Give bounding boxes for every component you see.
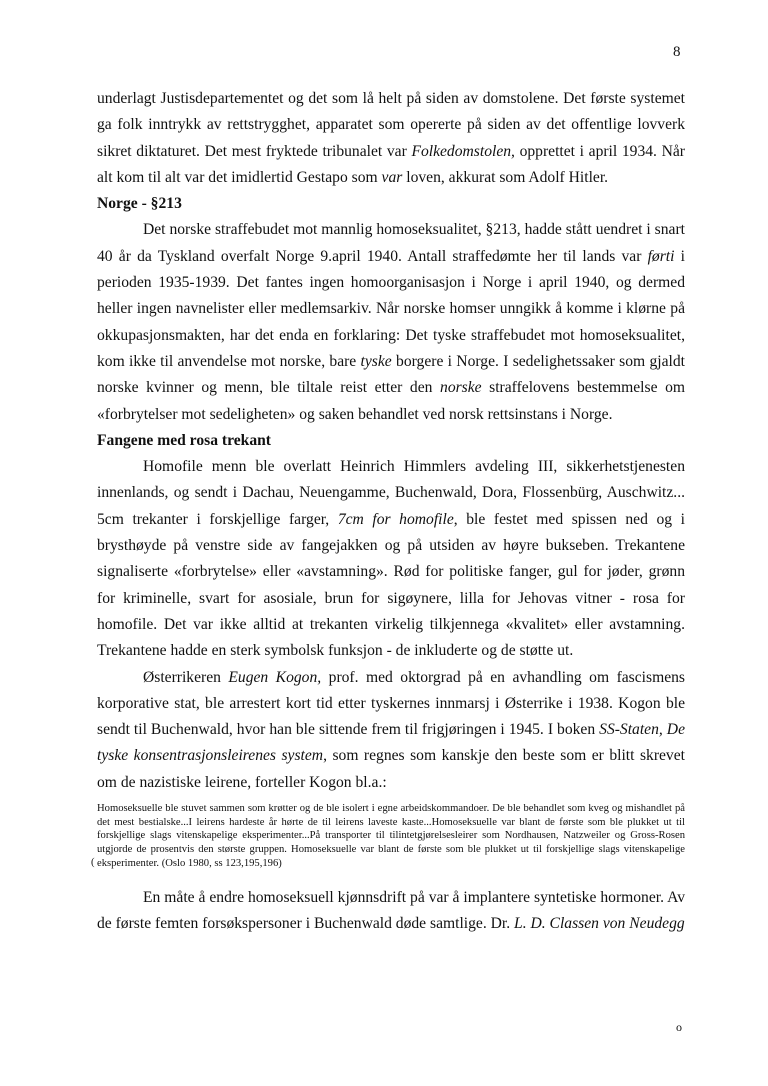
italic-run: norske: [440, 379, 482, 397]
paragraph-kogon: [97, 665, 685, 796]
text-run: Østerrikeren: [143, 668, 229, 686]
footer-mark: o: [676, 1020, 682, 1034]
italic-run: var: [381, 168, 403, 186]
italic-run: Folkedomstolen,: [411, 142, 515, 160]
text-run: Homofile menn ble overlatt Heinrich Himmlers avdeling III, sikkerhetstjenesten innenlands, og sendt i Dachau, Neuengamme, Buchenwald, Dora, Flossenbürg, Auschwitz... 5cm trekanter i forskjellige farger,: [97, 458, 685, 528]
italic-run: 7cm for homofile: [337, 510, 454, 528]
text-run: loven, akkurat som Adolf Hitler.: [402, 168, 609, 186]
text-run: En måte å endre homoseksuell kjønnsdrift på var å implantere syntetiske hormoner. Av de første femten forsøkspersoner i Buchenwald døde samtlige. Dr.: [97, 888, 685, 932]
paragraph-norge: [97, 217, 685, 427]
section-heading-fangene: Fangene med rosa trekant: [97, 431, 271, 449]
italic-run: førti: [647, 247, 675, 265]
italic-run: L. D. Classen von Neudegg: [514, 914, 685, 932]
text-run: i perioden 1935-1939. Det fantes ingen homoorganisasjon i Norge i april 1940, og dermed heller ingen navnelister eller medlemsarkiv. Når norske homser unngikk å komme i klørne på okkupasjonsmakten, har det enda en forklaring: Det tyske straffebudet mot homoseksualitet, kom ikke til anvendelse mot norske, bare: [97, 247, 685, 370]
section-heading-norge: Norge - §213: [97, 195, 182, 213]
text-run: underlagt Justisdepartementet og det som lå helt på siden av domstolene. Det første systemet ga folk inntrykk av rettstrygghet, apparatet som opererte på siden av det offentlige lovverk sikret diktaturet. Det mest fryktede tribunalet var: [97, 90, 685, 160]
text-run: opprettet i april 1934. Når alt kom til alt var det imidlertid Gestapo som: [97, 142, 685, 186]
text-run: Det norske straffebudet mot mannlig homoseksualitet, §213, hadde stått uendret i snart 40 år da Tyskland overfalt Norge 9.april 1940. Antall straffedømte her til lands var: [97, 221, 685, 265]
italic-run: tyske: [360, 352, 392, 370]
paragraph-fangene: [97, 454, 685, 664]
text-run: , som regnes som kanskje den beste som er blitt skrevet om de nazistiske leirene, forteller Kogon bl.a.:: [97, 747, 685, 791]
block-quote: Homoseksuelle ble stuvet sammen som krøtter og de ble isolert i egne arbeidskommandoer. De ble behandlet som kveg og mishandlet på det mest bestialske...I leirens hardeste år hørte de til leirens laveste kaste...Homoseksuelle var blant de første som ble plukket ut til forskjellige slags vitenskapelige eksperimenter...På transporter til tilintetgjørelsesleirer som Nordhausen, Natzweiler og Gross-Rosen utgjorde de prosentvis den største gruppen. Homoseksuelle var blant de første som ble plukket ut til forskjellige slags vitenskapelige eksperimenter. (Oslo 1980, ss 123,195,196): [97, 803, 685, 869]
text-run: borgere i Norge. I sedelighetssaker som gjaldt norske kvinner og menn, ble tiltale reist etter den: [97, 352, 685, 397]
page-number: 8: [673, 44, 681, 60]
italic-run: Eugen Kogon,: [228, 668, 322, 686]
quote-bracket-mark: (: [91, 857, 95, 869]
document-body: [91, 86, 686, 937]
paragraph-hormoner: [97, 885, 685, 938]
text-run: , ble festet med spissen ned og i brysthøyde på venstre side av fangejakken og på utsiden av høyre bukseben. Trekantene signaliserte «forbrytelse» eller «avstamning». Rød for politiske fanger, gul for jøder, grønn for kriminelle, svart for asosiale, brun for sigøynere, lilla for Jehovas vitner - rosa for homofile. Det var ikke alltid at trekanten virkelig tilkjennega «kvalitet» eller avstamning. Trekantene hadde en sterk symbolsk funksjon - de inkluderte og de støtte ut.: [97, 510, 686, 660]
italic-run: SS-Staten, De tyske konsentrasjonsleirenes system: [97, 721, 685, 765]
block-quote-wrapper: [91, 802, 685, 871]
text-run: prof. med oktorgrad på en avhandling om fascismens korporative stat, ble arrestert kort tid etter tyskernes innmarsj i Østerrike i 1938. Kogon ble sendt til Buchenwald, hvor han ble sittende frem til frigjøringen i 1945. I boken: [97, 668, 685, 739]
text-run: straffelovens bestemmelse om «forbrytelser mot sedeligheten» og saken behandlet ved norsk rettsinstans i Norge.: [97, 379, 685, 423]
paragraph-intro: [97, 86, 685, 191]
